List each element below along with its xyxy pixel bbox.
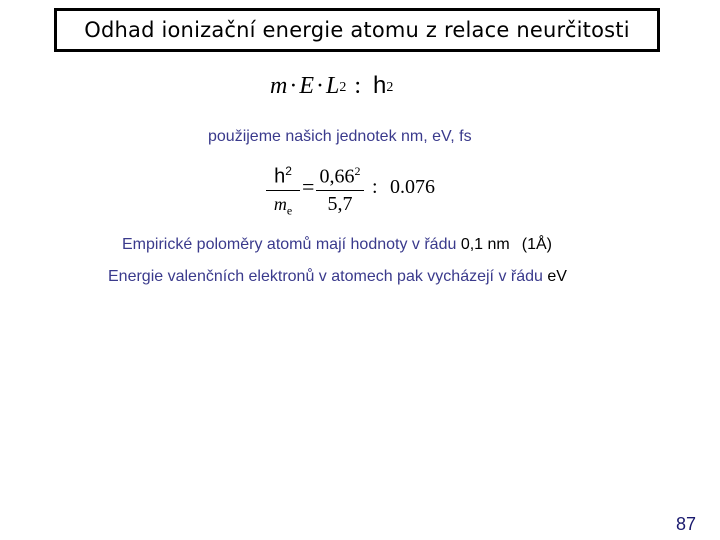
frac1-denominator: $m_e$ [273,193,293,218]
frac1-bar [266,190,300,191]
eq1-h-exponent: 2 [386,80,394,95]
fraction-numeric [316,160,364,215]
eq1-relation: : [354,73,362,99]
energy-text: Energie valenčních elektronů v atomech pak vycházejí v řádu [108,268,548,285]
units-note: použijeme našich jednotek nm, eV, fs [208,128,472,145]
atomic-radii-line [122,236,552,254]
fraction-h2-over-me [266,160,300,221]
eq1-dot2: · [316,73,325,99]
radii-note: (1Å) [521,236,552,253]
slide-title [54,8,660,52]
eq1-dot1: · [289,73,298,99]
frac1-numerator: $h^2$ [274,164,292,188]
eq1-E: E [299,73,315,99]
eq2-result: 0.076 [390,176,435,198]
frac2-bar [316,190,364,191]
eq2-relation: : [372,176,378,198]
eq1-L-exponent: 2 [339,80,347,95]
equals-sign: = [302,174,315,199]
eq1-h: h [373,72,387,99]
radii-text: Empirické poloměry atomů mají hodnoty v řádu [122,236,461,253]
valence-energy-line [108,268,567,286]
frac2-numerator: 0,66$^2$ [319,164,361,188]
eq1-m: m [270,73,288,99]
uncertainty-relation-equation [270,72,393,100]
page-number: 87 [676,514,697,534]
radii-value: 0,1 nm [460,236,510,253]
eq1-L: L [326,73,340,99]
estimate-equation [262,160,462,220]
energy-unit: eV [547,268,567,285]
frac2-denominator: 5,7 [327,192,353,215]
slide-title-text: Odhad ionizační energie atomu z relace neurčitosti [84,18,630,42]
